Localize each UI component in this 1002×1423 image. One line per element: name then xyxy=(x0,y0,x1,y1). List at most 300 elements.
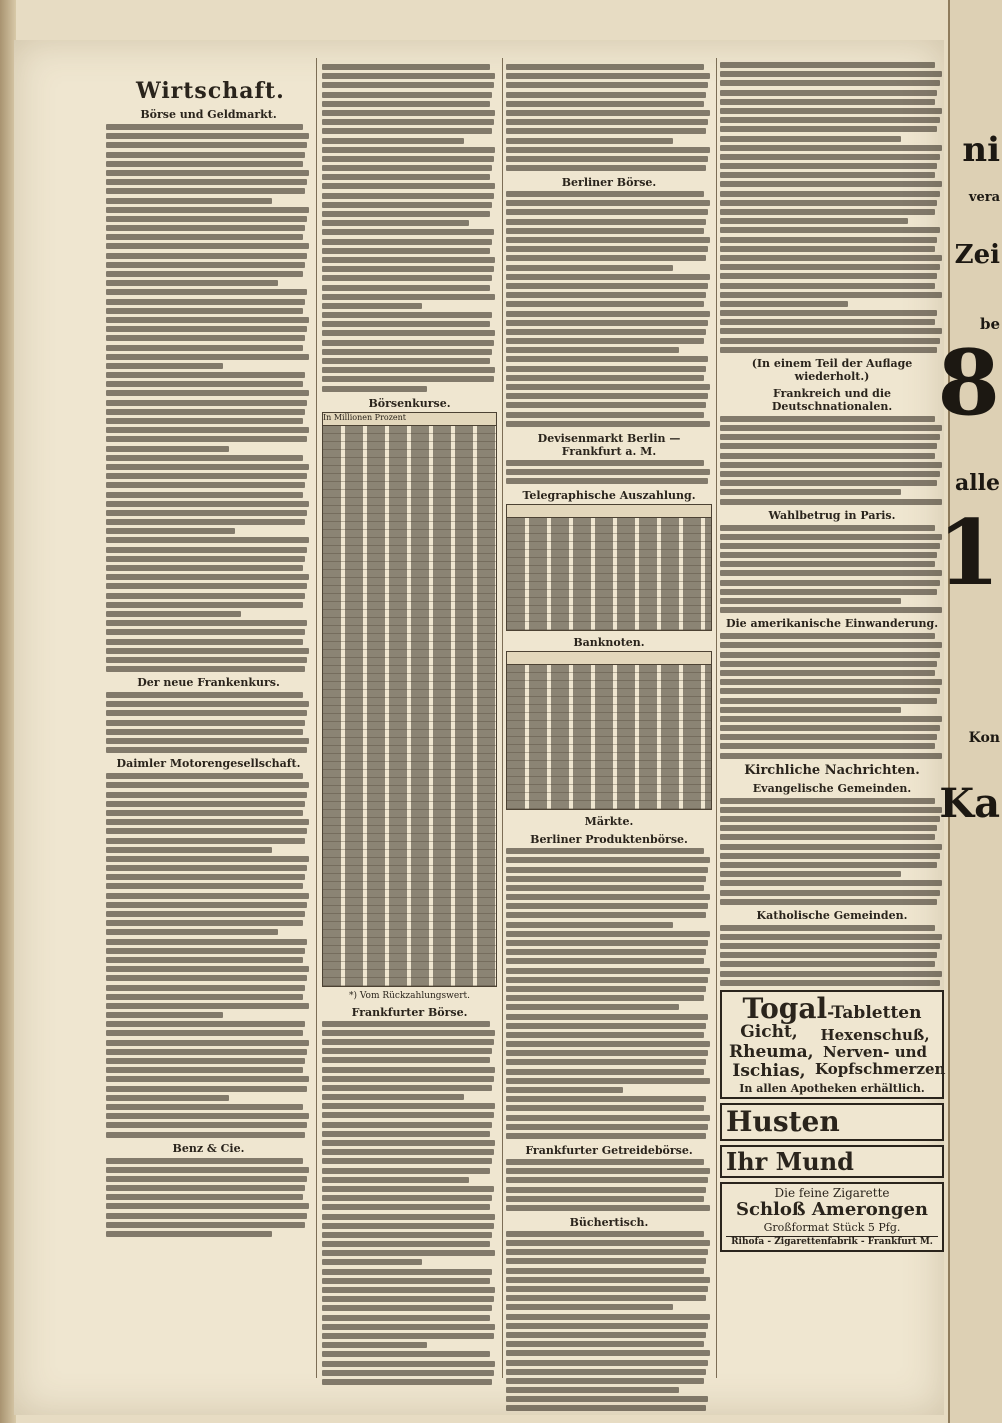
table-row xyxy=(323,562,496,570)
text-line xyxy=(106,262,305,268)
subheading: Frankreich und die Deutschnationalen. xyxy=(771,386,893,413)
text-line xyxy=(322,1076,494,1082)
text-line xyxy=(106,1067,303,1073)
text-line xyxy=(106,1176,307,1182)
text-line xyxy=(106,911,305,917)
fragment-text: 1 xyxy=(937,500,1000,606)
table-row xyxy=(323,490,496,498)
text-line xyxy=(106,1076,309,1082)
text-line xyxy=(106,629,305,635)
text-line xyxy=(322,1067,495,1073)
text-line xyxy=(106,1122,307,1128)
text-line xyxy=(322,1351,490,1357)
text-line xyxy=(720,961,935,967)
text-line xyxy=(720,834,935,840)
text-line xyxy=(506,1369,706,1375)
text-line xyxy=(106,253,307,259)
text-line xyxy=(322,1103,495,1109)
notice: (In einem Teil der Auflage wiederholt.) xyxy=(751,356,913,383)
table-row xyxy=(323,746,496,754)
text-line xyxy=(506,165,706,171)
text-line xyxy=(720,688,940,694)
text-line xyxy=(322,1278,490,1284)
ad-maker: Rihofa - Zigarettenfabrik - Frankfurt M. xyxy=(726,1236,938,1248)
text-line xyxy=(506,92,706,98)
table-row xyxy=(323,978,496,986)
text-line xyxy=(106,372,305,378)
text-line xyxy=(506,848,704,854)
column-maerkte xyxy=(506,58,712,1415)
text-line xyxy=(506,968,710,974)
ad-line: Die feine Zigarette xyxy=(774,1185,890,1200)
text-line xyxy=(322,1021,490,1027)
table-row xyxy=(507,713,711,721)
table-row xyxy=(323,498,496,506)
table-row xyxy=(507,622,711,630)
text-line xyxy=(322,1131,490,1137)
text-line xyxy=(106,893,309,899)
text-line xyxy=(506,986,706,992)
text-line xyxy=(506,1069,704,1075)
text-line xyxy=(720,862,937,868)
table-row xyxy=(323,914,496,922)
text-line xyxy=(720,952,937,958)
text-line xyxy=(506,460,704,466)
text-line xyxy=(720,534,942,540)
table-row xyxy=(507,534,711,542)
table-row xyxy=(323,426,496,434)
text-line xyxy=(720,347,937,353)
text-line xyxy=(322,367,495,373)
text-line xyxy=(506,82,708,88)
text-line xyxy=(720,319,935,325)
text-line xyxy=(106,556,305,562)
text-line xyxy=(322,1048,492,1054)
table-title: Frankfurter Börse. xyxy=(351,1005,468,1019)
text-line xyxy=(106,847,272,853)
text-line xyxy=(322,275,492,281)
text-line xyxy=(720,338,940,344)
text-line xyxy=(106,519,305,525)
text-line xyxy=(106,1086,307,1092)
table-row xyxy=(323,482,496,490)
text-line xyxy=(106,142,307,148)
text-line xyxy=(506,110,710,116)
text-line xyxy=(322,1305,492,1311)
subheading: Benz & Cie. xyxy=(172,1141,245,1155)
table-row xyxy=(323,882,496,890)
text-line xyxy=(506,857,710,863)
text-line xyxy=(322,1030,495,1036)
text-line xyxy=(720,890,940,896)
text-line xyxy=(106,574,309,580)
text-line xyxy=(506,1249,708,1255)
text-line xyxy=(106,738,309,744)
text-line xyxy=(506,1078,710,1084)
text-line xyxy=(106,482,305,488)
text-line xyxy=(106,381,303,387)
text-line xyxy=(106,225,305,231)
table-row xyxy=(507,681,711,689)
text-line xyxy=(506,1133,706,1139)
text-line xyxy=(322,266,494,272)
table-row xyxy=(323,898,496,906)
text-line xyxy=(322,376,494,382)
article-body xyxy=(106,1158,311,1238)
text-line xyxy=(106,326,307,332)
text-line xyxy=(106,565,303,571)
text-line xyxy=(106,1113,309,1119)
text-line xyxy=(720,753,942,759)
table-row xyxy=(323,722,496,730)
fragment-text: ni xyxy=(962,130,1000,170)
text-line xyxy=(106,856,309,862)
text-line xyxy=(322,64,490,70)
table-title: Telegraphische Auszahlung. xyxy=(522,489,696,503)
text-line xyxy=(106,1231,272,1237)
text-line xyxy=(106,124,303,130)
text-line xyxy=(506,1405,706,1411)
text-line xyxy=(106,363,223,369)
text-line xyxy=(322,1094,464,1100)
text-line xyxy=(506,1115,710,1121)
text-line xyxy=(720,145,942,151)
table-row xyxy=(323,754,496,762)
table-row xyxy=(323,834,496,842)
text-line xyxy=(322,1140,495,1146)
fragment-text: Ka xyxy=(939,780,1000,827)
text-line xyxy=(506,922,673,928)
text-line xyxy=(106,620,307,626)
text-line xyxy=(720,255,942,261)
text-line xyxy=(106,537,309,543)
table-row xyxy=(507,769,711,777)
text-line xyxy=(506,1041,710,1047)
text-line xyxy=(506,1314,710,1320)
text-line xyxy=(506,1387,679,1393)
text-line xyxy=(106,188,305,194)
table-row xyxy=(323,938,496,946)
text-line xyxy=(506,1378,704,1384)
text-line xyxy=(322,1241,490,1247)
text-line xyxy=(720,580,940,586)
text-line xyxy=(322,1204,490,1210)
table-row xyxy=(323,554,496,562)
text-line xyxy=(322,285,490,291)
text-line xyxy=(506,1196,704,1202)
text-line xyxy=(506,1023,706,1029)
text-line xyxy=(720,698,937,704)
text-line xyxy=(106,510,307,516)
table-row xyxy=(323,594,496,602)
text-line xyxy=(322,1259,422,1265)
article-body xyxy=(506,1231,712,1412)
text-line xyxy=(720,871,901,877)
table-row xyxy=(323,874,496,882)
text-line xyxy=(506,228,704,234)
text-line xyxy=(106,1058,305,1064)
text-line xyxy=(506,301,704,307)
table-row xyxy=(323,730,496,738)
table-row xyxy=(507,745,711,753)
text-line xyxy=(720,62,935,68)
text-line xyxy=(506,876,706,882)
text-line xyxy=(322,73,495,79)
text-line xyxy=(106,939,307,945)
text-line xyxy=(106,409,305,415)
article-body xyxy=(106,773,311,1137)
subheading: Kirchliche Nachrichten. xyxy=(744,762,920,778)
text-line xyxy=(106,593,305,599)
text-line xyxy=(322,119,494,125)
text-line xyxy=(720,218,908,224)
table-row xyxy=(507,721,711,729)
text-line xyxy=(106,1104,303,1110)
text-line xyxy=(506,356,708,362)
text-line xyxy=(506,311,710,317)
footnote: *) Vom Rückzahlungswert. xyxy=(349,990,470,1001)
subheading: Die amerikanische Einwanderung. xyxy=(725,617,939,631)
text-line xyxy=(720,734,937,740)
text-line xyxy=(506,1341,704,1347)
text-line xyxy=(720,310,937,316)
text-line xyxy=(322,248,490,254)
text-line xyxy=(720,561,935,567)
table-row xyxy=(323,466,496,474)
table-title: Märkte. xyxy=(584,815,634,829)
table-row xyxy=(507,793,711,801)
table-row xyxy=(507,526,711,534)
table-row xyxy=(323,810,496,818)
table-row xyxy=(507,542,711,550)
text-line xyxy=(106,1132,305,1138)
text-line xyxy=(720,661,937,667)
text-line xyxy=(322,211,490,217)
text-line xyxy=(720,743,935,749)
table-row xyxy=(507,689,711,697)
text-line xyxy=(720,570,942,576)
text-line xyxy=(106,179,307,185)
table-header xyxy=(507,505,711,518)
text-line xyxy=(720,471,940,477)
text-line xyxy=(506,73,710,79)
text-line xyxy=(322,220,469,226)
article-body xyxy=(506,848,712,1139)
text-line xyxy=(106,354,309,360)
text-line xyxy=(106,985,305,991)
article-body xyxy=(720,633,944,758)
table-row xyxy=(323,610,496,618)
text-line xyxy=(106,317,309,323)
table-row xyxy=(323,538,496,546)
table-row xyxy=(507,705,711,713)
table-row xyxy=(507,590,711,598)
table-title: Börsenkurse. xyxy=(368,396,451,410)
text-line xyxy=(720,273,937,279)
text-line xyxy=(106,792,307,798)
text-line xyxy=(106,198,272,204)
text-line xyxy=(506,421,710,427)
text-line xyxy=(322,101,490,107)
ad-brand: Togal xyxy=(742,991,828,1025)
text-line xyxy=(720,525,935,531)
table-row xyxy=(507,598,711,606)
table-row xyxy=(323,890,496,898)
table-row xyxy=(323,778,496,786)
text-line xyxy=(106,602,303,608)
table-row xyxy=(323,506,496,514)
text-line xyxy=(322,1039,494,1045)
article-body xyxy=(720,798,944,905)
article-body xyxy=(506,460,712,484)
text-line xyxy=(720,807,942,813)
text-line xyxy=(506,958,704,964)
text-line xyxy=(506,375,704,381)
ad-cigarette xyxy=(720,1182,944,1252)
text-line xyxy=(506,138,673,144)
text-line xyxy=(720,209,935,215)
table-row xyxy=(507,574,711,582)
text-line xyxy=(106,883,303,889)
text-line xyxy=(506,469,710,475)
text-line xyxy=(322,1315,490,1321)
text-line xyxy=(720,844,942,850)
text-line xyxy=(106,446,229,452)
text-line xyxy=(720,716,942,722)
subheading: Der neue Frankenkurs. xyxy=(137,676,280,690)
text-line xyxy=(506,1205,710,1211)
text-line xyxy=(106,243,309,249)
table-row xyxy=(323,434,496,442)
column-politik xyxy=(720,58,944,1256)
ad-left: Gicht, Rheuma, Ischias, xyxy=(729,1022,814,1082)
text-line xyxy=(322,128,492,134)
table-row xyxy=(507,518,711,526)
text-line xyxy=(720,552,937,558)
table-row xyxy=(323,946,496,954)
text-line xyxy=(322,1214,495,1220)
table-title: Berliner Börse. xyxy=(561,176,657,190)
text-line xyxy=(106,1158,303,1164)
text-line xyxy=(506,1286,708,1292)
text-line xyxy=(322,1112,494,1118)
text-line xyxy=(506,393,708,399)
text-line xyxy=(106,427,309,433)
column-rule xyxy=(502,58,503,1378)
text-line xyxy=(720,798,935,804)
text-line xyxy=(506,338,704,344)
text-line xyxy=(506,1240,710,1246)
table-row xyxy=(323,674,496,682)
table-title: Devisenmarkt Berlin — Frankfurt a. M. xyxy=(537,431,681,458)
table-row xyxy=(507,777,711,785)
table-row xyxy=(507,665,711,673)
article-body xyxy=(322,64,497,392)
text-line xyxy=(720,292,942,298)
table-row xyxy=(323,586,496,594)
text-line xyxy=(322,165,492,171)
text-line xyxy=(106,289,307,295)
text-line xyxy=(106,1203,309,1209)
ad-word: Ihr Mund xyxy=(726,1146,854,1176)
subheading: Katholische Gemeinden. xyxy=(756,908,908,922)
text-line xyxy=(506,1032,704,1038)
text-line xyxy=(506,237,710,243)
text-line xyxy=(506,977,708,983)
text-line xyxy=(506,200,710,206)
text-line xyxy=(506,64,704,70)
text-line xyxy=(720,462,942,468)
table-row xyxy=(323,546,496,554)
text-line xyxy=(106,207,309,213)
text-line xyxy=(106,1167,309,1173)
table-row xyxy=(323,474,496,482)
table-title: Berliner Produktenbörse. xyxy=(530,833,688,847)
text-line xyxy=(506,1231,704,1237)
text-line xyxy=(720,980,940,986)
text-line xyxy=(322,1232,492,1238)
text-line xyxy=(106,729,303,735)
table-row xyxy=(507,761,711,769)
text-line xyxy=(322,358,490,364)
text-line xyxy=(106,170,309,176)
text-line xyxy=(720,90,937,96)
text-line xyxy=(720,434,940,440)
text-line xyxy=(506,191,704,197)
text-line xyxy=(322,1250,495,1256)
text-line xyxy=(506,384,710,390)
table-row xyxy=(323,738,496,746)
text-line xyxy=(106,308,303,314)
article-body xyxy=(106,692,311,753)
text-line xyxy=(506,912,706,918)
text-line xyxy=(106,657,307,663)
table-row xyxy=(323,786,496,794)
text-line xyxy=(506,412,704,418)
text-line xyxy=(720,416,935,422)
table-row xyxy=(323,762,496,770)
ad-suffix: -Tabletten xyxy=(827,1002,922,1023)
text-line xyxy=(506,119,708,125)
text-line xyxy=(322,1333,494,1339)
text-line xyxy=(322,110,495,116)
text-line xyxy=(106,957,303,963)
text-line xyxy=(720,652,940,658)
text-line xyxy=(506,1087,623,1093)
ad-husten xyxy=(720,1103,944,1140)
text-line xyxy=(720,181,942,187)
table-row xyxy=(323,802,496,810)
article-body xyxy=(720,62,944,353)
text-line xyxy=(106,747,307,753)
text-line xyxy=(506,1105,704,1111)
table-row xyxy=(507,550,711,558)
text-line xyxy=(720,172,935,178)
text-line xyxy=(506,347,679,353)
ad-right: Hexenschuß, Nerven- und Kopfschmerzen xyxy=(815,1025,946,1079)
text-line xyxy=(506,209,708,215)
ad-mund xyxy=(720,1145,944,1178)
ad-word: Husten xyxy=(726,1105,840,1139)
text-line xyxy=(106,1030,303,1036)
text-line xyxy=(506,320,708,326)
text-line xyxy=(106,611,241,617)
text-line xyxy=(106,801,305,807)
subheading: Daimler Motorengesellschaft. xyxy=(116,757,301,771)
table-row xyxy=(323,442,496,450)
text-line xyxy=(506,1004,679,1010)
text-line xyxy=(322,239,492,245)
